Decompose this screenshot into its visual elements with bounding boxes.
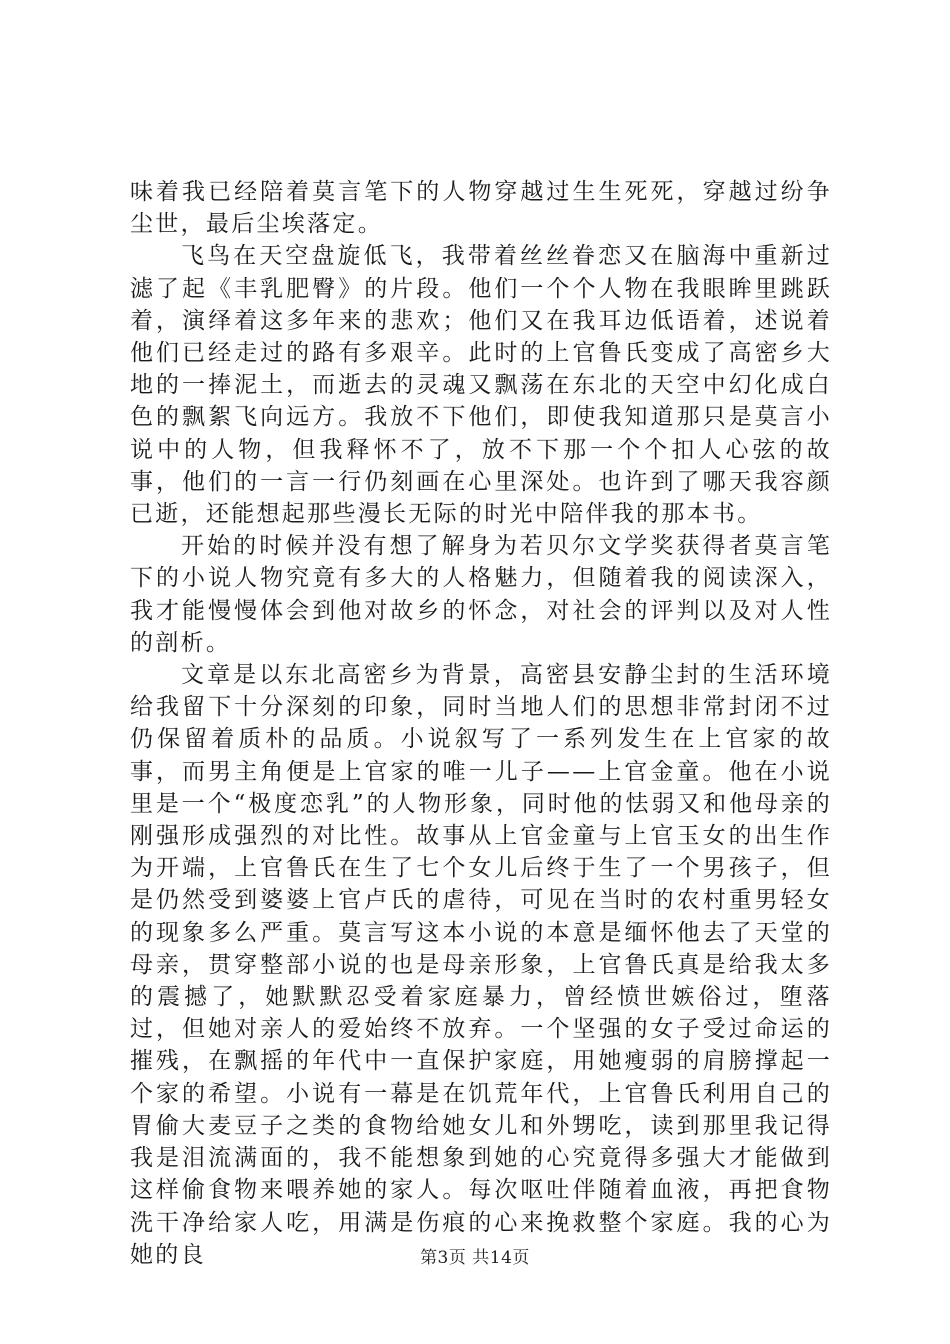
paragraph-1: 味着我已经陪着莫言笔下的人物穿越过生生死死，穿越过纷争尘世，最后尘埃落定。 xyxy=(130,179,832,238)
body-text xyxy=(130,176,832,1271)
paragraph-4: 文章是以东北高密乡为背景，高密县安静尘封的生活环境给我留下十分深刻的印象，同时当地人们的思想非常封闭不过仍保留着质朴的品质。小说叙写了一系列发生在上官家的故事，而男主角便是上官家的唯一儿子——上官金童。他在小说里是一个“极度恋乳”的人物形象，同时他的怯弱又和他母亲的刚强形成强烈的对比性。故事从上官金童与上官玉女的出生作为开端，上官鲁氏在生了七个女儿后终于生了一个男孩子，但是仍然受到婆婆上官卢氏的虐待，可见在当时的农村重男轻女的现象多么严重。莫言写这本小说的本意是缅怀他去了天堂的母亲，贯穿整部小说的也是母亲形象，上官鲁氏真是给我太多的震撼了，她默默忍受着家庭暴力，曾经愤世嫉俗过，堕落过，但她对亲人的爱始终不放弃。一个坚强的女子受过命运的摧残，在飘摇的年代中一直保护家庭，用她瘦弱的肩膀撑起一个家的希望。小说有一幕是在饥荒年代，上官鲁氏利用自己的胃偷大麦豆子之类的食物给她女儿和外甥吃，读到那里我记得我是泪流满面的，我不能想象到她的心究竟得多强大才能做到这样偷食物来喂养她的家人。每次呕吐伴随着血液，再把食物洗干净给家人吃，用满是伤痕的心来挽救整个家庭。我的心为她的良 xyxy=(130,662,832,1268)
paragraph-2: 飞鸟在天空盘旋低飞，我带着丝丝眷恋又在脑海中重新过滤了起《丰乳肥臀》的片段。他们一个个人物在我眼眸里跳跃着，演绎着这多年来的悲欢；他们又在我耳边低语着，述说着他们已经走过的路有多艰辛。此时的上官鲁氏变成了高密乡大地的一捧泥土，而逝去的灵魂又飘荡在东北的天空中幻化成白色的飘絮飞向远方。我放不下他们，即使我知道那只是莫言小说中的人物，但我释怀不了，放不下那一个个扣人心弦的故事，他们的一言一行仍刻画在心里深处。也许到了哪天我容颜已逝，还能想起那些漫长无际的时光中陪伴我的那本书。 xyxy=(130,243,832,528)
paragraph-3: 开始的时候并没有想了解身为若贝尔文学奖获得者莫言笔下的小说人物究竟有多大的人格魅力，但随着我的阅读深入，我才能慢慢体会到他对故乡的怀念，对社会的评判以及对人性的剖析。 xyxy=(130,533,832,656)
page-number-footer: 第3页 共14页 xyxy=(420,1248,530,1268)
